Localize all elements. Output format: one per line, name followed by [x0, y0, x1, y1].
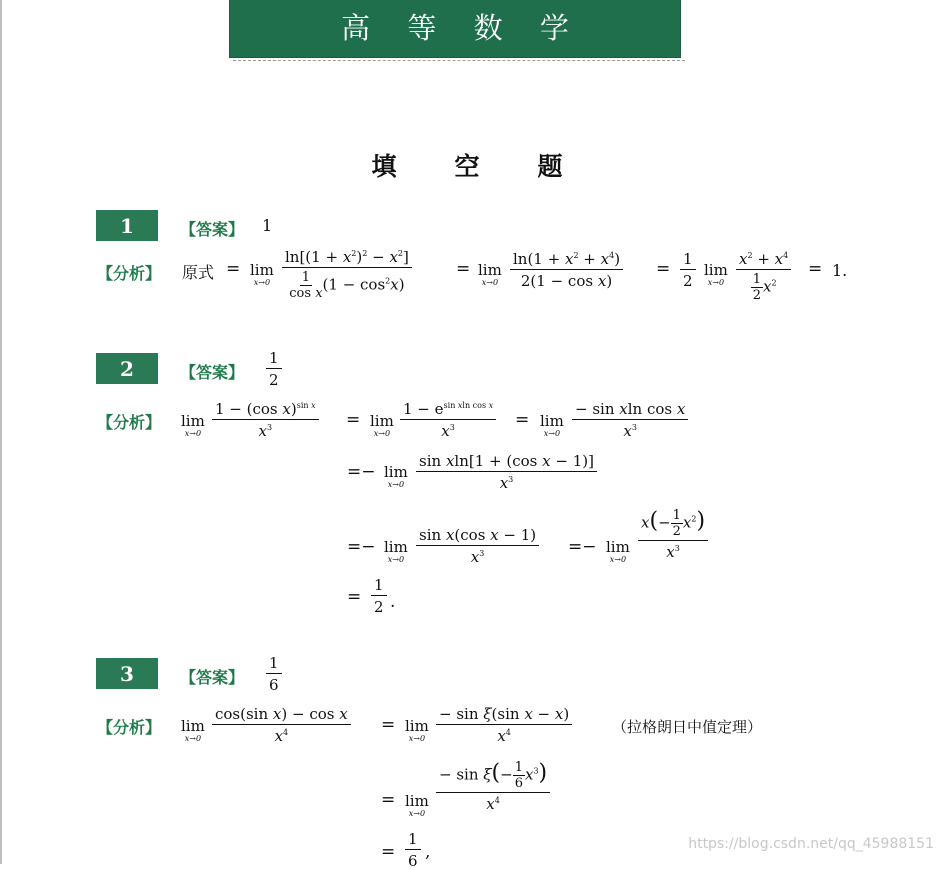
denominator: 2(1 − cos x)	[520, 272, 613, 290]
denominator: $x^3$	[258, 422, 273, 440]
equals-sign: =	[381, 790, 396, 810]
answer-value: 1	[262, 216, 273, 235]
theorem-note: （拉格朗日中值定理）	[612, 718, 763, 736]
limit-operator	[181, 413, 205, 438]
numerator: 1	[371, 576, 387, 596]
equals-sign: =	[226, 259, 241, 279]
numerator: $x^2 + x^4$	[736, 250, 791, 270]
answer-tag: 【答案】	[180, 363, 245, 382]
problem-number-badge: 2	[96, 353, 158, 384]
result-fraction	[371, 576, 387, 616]
numerator: − sin xln cos x	[572, 400, 688, 420]
equals-minus-sign: =−	[347, 462, 376, 482]
problem-number-badge: 1	[96, 210, 158, 241]
equals-minus-sign: =−	[568, 537, 597, 557]
lim-word: lim	[250, 261, 274, 279]
equals-sign: =	[381, 842, 396, 862]
denominator: $x^3$	[499, 474, 514, 492]
denominator: $\frac{1}{\text{cos x}}$ $(1 - \cos^2x)$	[289, 270, 405, 301]
limit-operator	[370, 413, 394, 438]
fraction	[436, 705, 572, 745]
book-title: 高 等 数 学	[341, 10, 583, 45]
limit-operator	[405, 793, 429, 818]
numerator: x(− $\frac{1}{2}$ $x^2$)	[638, 508, 708, 541]
lim-sub: x→0	[387, 480, 405, 489]
numerator: $\ln[(1 + x^2)^2 - x^2]$	[282, 248, 412, 268]
numerator: $1 - e^{sin xln cos x}$	[400, 400, 496, 420]
numerator: $\ln(1 + x^2 + x^4)$	[510, 250, 623, 270]
denominator: $x^4$	[486, 795, 500, 813]
lim-word: lim	[405, 792, 429, 810]
lim-sub: x→0	[387, 555, 405, 564]
denominator: $x^3$	[470, 548, 485, 566]
limit-operator	[250, 262, 274, 287]
analysis-tag: 【分析】	[97, 413, 162, 432]
limit-operator	[384, 539, 408, 564]
numerator: 1	[266, 654, 282, 674]
result-value: 1.	[832, 261, 848, 280]
equals-sign: =	[515, 410, 530, 430]
fraction	[400, 400, 496, 440]
lim-word: lim	[181, 412, 205, 430]
fraction	[416, 526, 539, 566]
lim-sub: x→0	[253, 278, 271, 287]
numerator: − sin ξ(− $\frac{1}{6}$ $x^3$)	[436, 760, 550, 793]
denominator: $x^3$	[623, 422, 637, 440]
numerator: sin x(cos x − 1)	[416, 526, 539, 546]
start-word: 原式	[182, 263, 215, 282]
limit-operator	[384, 464, 408, 489]
lim-word: lim	[704, 261, 728, 279]
denominator: $x^3$	[666, 543, 680, 561]
lim-word: lim	[606, 538, 630, 556]
fraction	[416, 452, 597, 492]
problem-number-badge: 3	[96, 658, 158, 689]
analysis-tag: 【分析】	[97, 718, 162, 737]
equals-sign: =	[656, 259, 671, 279]
banner-divider	[233, 58, 685, 61]
equals-sign: =	[347, 587, 362, 607]
lim-sub: x→0	[609, 555, 627, 564]
lim-sub: x→0	[707, 278, 725, 287]
fraction	[680, 250, 696, 290]
numerator: 1	[266, 349, 282, 369]
denominator: 2	[683, 272, 693, 290]
limit-operator	[540, 413, 564, 438]
lim-sub: x→0	[543, 429, 561, 438]
fraction	[572, 400, 688, 440]
denominator: $x^3$	[441, 422, 455, 440]
denominator: 6	[269, 676, 279, 694]
lim-word: lim	[181, 717, 205, 735]
denominator: $x^4$	[274, 727, 289, 745]
fraction	[436, 760, 550, 813]
lim-sub: x→0	[408, 734, 426, 743]
fraction	[212, 705, 351, 745]
equals-sign: =	[346, 410, 361, 430]
lim-word: lim	[384, 463, 408, 481]
lim-word: lim	[540, 412, 564, 430]
lim-sub: x→0	[184, 429, 202, 438]
page-left-border	[0, 0, 2, 864]
fraction	[282, 248, 412, 301]
watermark: https://blog.csdn.net/qq_45988151	[688, 836, 934, 852]
denominator: 2	[374, 598, 384, 616]
answer-fraction	[266, 349, 282, 389]
fraction	[638, 508, 708, 561]
denominator: $\frac{1}{2}$ $x^2$	[752, 272, 777, 303]
comma: ,	[425, 842, 431, 862]
limit-operator	[606, 539, 630, 564]
denominator: 6	[408, 852, 418, 870]
lim-word: lim	[478, 261, 502, 279]
numerator: sin xln[1 + (cos x − 1)]	[416, 452, 597, 472]
result-fraction	[405, 830, 421, 870]
section-title: 填空题	[371, 152, 621, 181]
numerator: − sin ξ(sin x − x)	[436, 705, 572, 725]
fraction	[736, 250, 791, 303]
limit-operator	[478, 262, 502, 287]
limit-operator	[405, 718, 429, 743]
limit-operator	[704, 262, 728, 287]
equals-sign: =	[456, 259, 471, 279]
numerator: 1	[405, 830, 421, 850]
numerator: cos(sin x) − cos x	[212, 705, 351, 725]
lim-sub: x→0	[481, 278, 499, 287]
fraction	[510, 250, 623, 290]
limit-operator	[181, 718, 205, 743]
answer-fraction	[266, 654, 282, 694]
denominator: 2	[269, 371, 279, 389]
lim-word: lim	[384, 538, 408, 556]
period: .	[390, 592, 396, 612]
answer-tag: 【答案】	[180, 668, 245, 687]
lim-sub: x→0	[373, 429, 391, 438]
answer-tag: 【答案】	[180, 220, 245, 239]
analysis-tag: 【分析】	[97, 264, 162, 283]
lim-sub: x→0	[184, 734, 202, 743]
book-title-banner	[229, 0, 681, 58]
equals-sign: =	[808, 259, 823, 279]
equals-minus-sign: =−	[347, 537, 376, 557]
fraction	[212, 400, 319, 440]
equals-sign: =	[381, 715, 396, 735]
lim-word: lim	[405, 717, 429, 735]
lim-word: lim	[370, 412, 394, 430]
denominator: $x^4$	[497, 727, 511, 745]
numerator: 1	[680, 250, 696, 270]
numerator: 1 − (cos x)$^{sin x}$	[212, 400, 319, 420]
lim-sub: x→0	[408, 809, 426, 818]
